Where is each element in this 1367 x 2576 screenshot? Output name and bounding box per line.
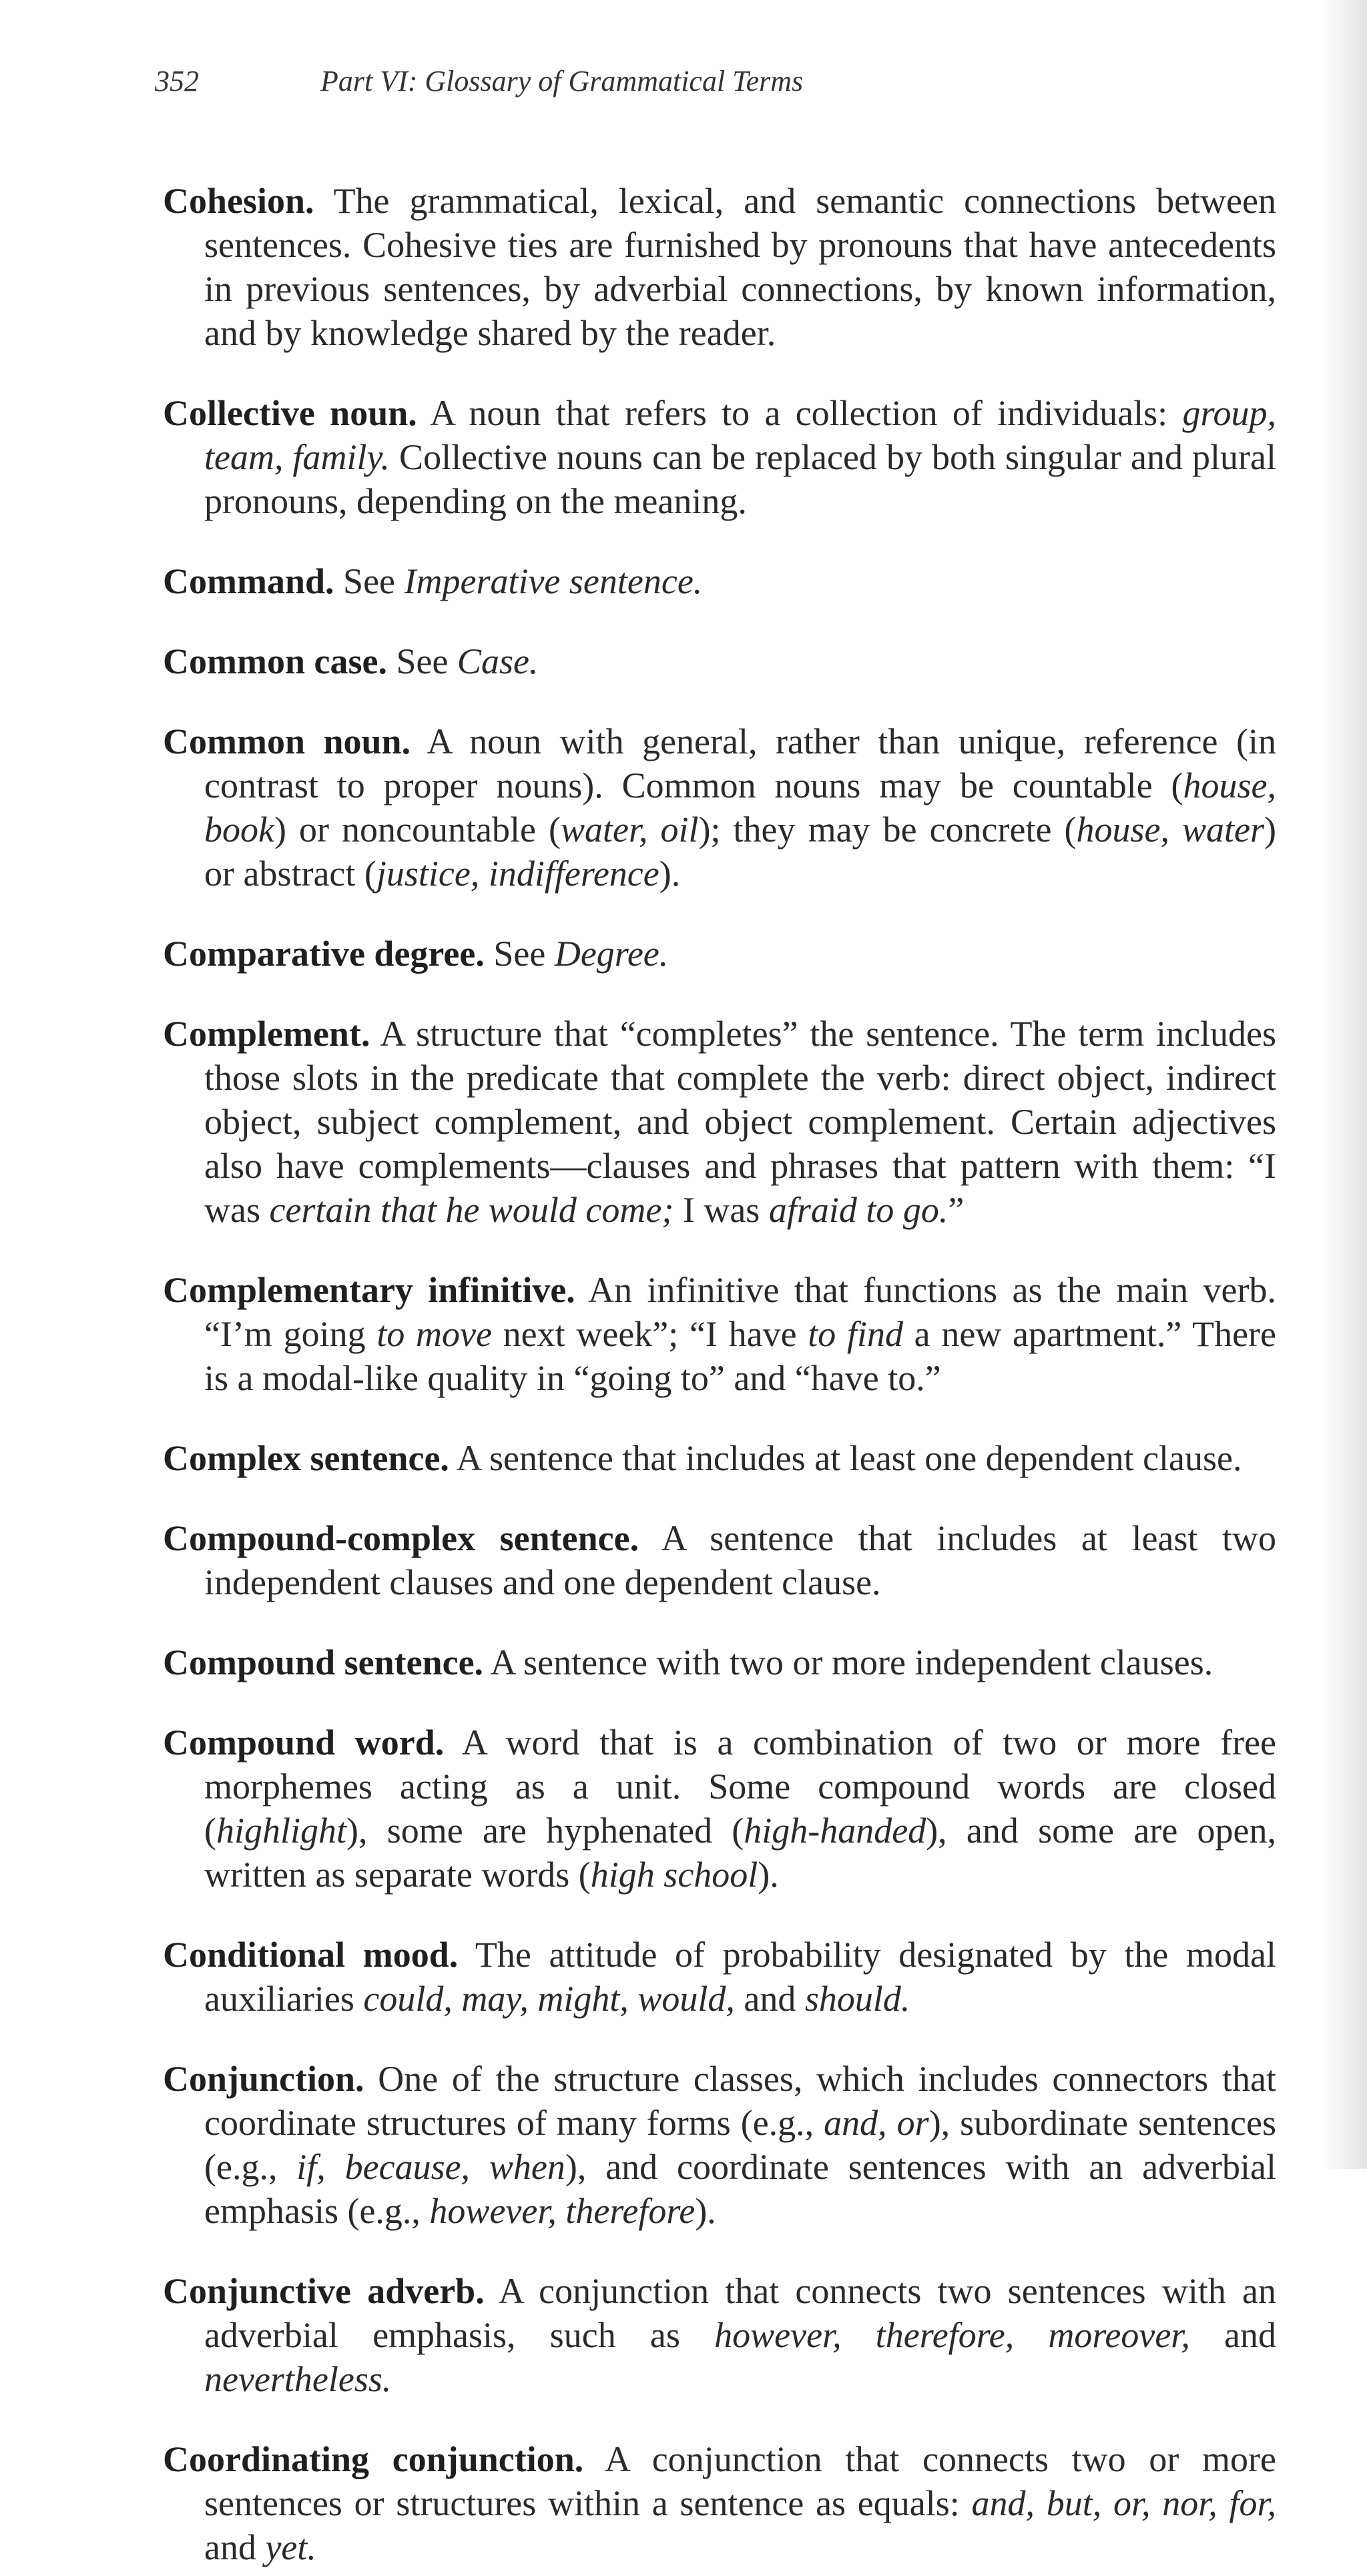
- definition-text: ); they may be concrete (: [698, 810, 1077, 850]
- italic-example: high-handed: [744, 1811, 926, 1851]
- definition-text: ), some are hyphenated (: [346, 1811, 744, 1851]
- italic-example: could, may, might, would,: [363, 1979, 735, 2019]
- italic-example: and, or: [824, 2103, 929, 2143]
- glossary-entry: [163, 2437, 1276, 2569]
- glossary-term: Conditional mood.: [163, 1935, 459, 1975]
- definition-text: A word that is a combination of two or more free morphemes acting as a unit. Some compound words are closed (: [204, 1722, 1276, 1851]
- glossary-entry: [163, 559, 1276, 603]
- page-edge-shadow: [1320, 0, 1367, 2169]
- glossary-term: Collective noun.: [163, 393, 417, 433]
- italic-example: afraid to go.: [768, 1190, 948, 1230]
- definition-text: A conjunction that connects two sentences with an adverbial emphasis, such as: [204, 2271, 1276, 2355]
- definition-text: ), and coordinate sentences with an adverbial emphasis (e.g.,: [204, 2147, 1277, 2231]
- definition-text: a new apartment.” There is a modal-like quality in “going to” and “have to.”: [204, 1314, 1276, 1398]
- glossary-entry: [163, 391, 1276, 523]
- glossary-entry: [163, 2269, 1276, 2401]
- glossary-entry: [163, 1720, 1276, 1897]
- italic-example: however, therefore: [429, 2191, 696, 2231]
- glossary-entry: [163, 2057, 1276, 2233]
- glossary-term: Complementary infinitive.: [163, 1270, 575, 1310]
- definition-text: I was: [673, 1190, 769, 1230]
- definition-text: See: [386, 641, 457, 681]
- glossary-term: Compound-complex sentence.: [163, 1518, 639, 1558]
- glossary-term: Command.: [163, 561, 334, 601]
- glossary-entry: [163, 1436, 1276, 1480]
- definition-text: A noun with general, rather than unique, reference (in contrast to proper nouns). Common nouns may be countable (: [204, 721, 1276, 806]
- definition-text: One of the structure classes, which includes connectors that coordinate structures of many forms (e.g.,: [204, 2059, 1276, 2143]
- definition-text: ) or abstract (: [204, 810, 1276, 894]
- italic-example: to find: [808, 1314, 903, 1354]
- glossary-term: Complex sentence.: [163, 1438, 449, 1478]
- definition-text: A sentence that includes at least two independent clauses and one dependent clause.: [204, 1518, 1276, 1602]
- definition-text: ), and some are open, written as separate words (: [204, 1811, 1276, 1895]
- glossary-term: Common noun.: [163, 721, 411, 761]
- glossary-term: Compound sentence.: [163, 1642, 484, 1682]
- italic-example: group, team, family.: [204, 393, 1276, 477]
- italic-example: justice, indifference: [376, 854, 659, 894]
- definition-text: See: [334, 561, 404, 601]
- italic-example: house, book: [204, 765, 1276, 850]
- running-title: Part VI: Glossary of Grammatical Terms: [320, 65, 804, 97]
- definition-text: ”: [948, 1190, 965, 1230]
- definition-text: ), subordinate sentences (e.g.,: [204, 2103, 1276, 2187]
- definition-text: and: [204, 2527, 266, 2567]
- italic-example: nevertheless.: [204, 2359, 392, 2399]
- glossary-term: Comparative degree.: [163, 934, 485, 974]
- italic-example: and, but, or, nor, for,: [971, 2483, 1277, 2523]
- definition-text: ).: [758, 1855, 779, 1895]
- glossary-term: Compound word.: [163, 1722, 445, 1762]
- glossary-term: Complement.: [163, 1014, 370, 1054]
- definition-text: The attitude of probability designated by the modal auxiliaries: [204, 1935, 1276, 2019]
- definition-text: A sentence that includes at least one dependent clause.: [449, 1438, 1242, 1478]
- glossary-entry: [163, 1933, 1276, 2021]
- glossary-term: Conjunctive adverb.: [163, 2271, 485, 2311]
- glossary-entry: [163, 719, 1276, 896]
- running-head: [155, 64, 1290, 98]
- italic-example: highlight: [216, 1811, 346, 1851]
- italic-example: Degree.: [554, 934, 669, 974]
- glossary-entry: [163, 639, 1276, 683]
- italic-example: certain that he would come;: [269, 1190, 674, 1230]
- glossary-entry: [163, 1012, 1276, 1232]
- glossary-term: Cohesion.: [163, 181, 314, 221]
- italic-example: if, because, when: [296, 2147, 565, 2187]
- definition-text: and: [1189, 2315, 1277, 2355]
- glossary-term: Common case.: [163, 641, 387, 681]
- italic-example: should.: [804, 1979, 910, 2019]
- definition-text: next week”; “I have: [491, 1314, 808, 1354]
- definition-text: An infinitive that functions as the main verb. “I’m going: [204, 1270, 1276, 1354]
- definition-text: See: [484, 934, 555, 974]
- page-number: 352: [155, 65, 199, 97]
- glossary-entry: [163, 179, 1276, 355]
- definition-text: and: [734, 1979, 805, 2019]
- italic-example: however, therefore, moreover,: [714, 2315, 1190, 2355]
- italic-example: water, oil: [560, 810, 699, 850]
- definition-text: ).: [659, 854, 681, 894]
- glossary-entry: [163, 1268, 1276, 1400]
- glossary-list: [163, 143, 1276, 2576]
- italic-example: Case.: [457, 641, 539, 681]
- definition-text: A noun that refers to a collection of individuals:: [417, 393, 1183, 433]
- glossary-entry: [163, 1516, 1276, 1604]
- definition-text: Collective nouns can be replaced by both singular and plural pronouns, depending on the meaning.: [204, 437, 1277, 521]
- definition-text: A conjunction that connects two or more sentences or structures within a sentence as equals:: [204, 2439, 1276, 2523]
- glossary-entry: [163, 932, 1276, 976]
- glossary-term: Coordinating conjunction.: [163, 2439, 584, 2479]
- italic-example: to move: [376, 1314, 492, 1354]
- glossary-entry: [163, 1640, 1276, 1684]
- glossary-term: Conjunction.: [163, 2059, 364, 2099]
- italic-example: high school: [590, 1855, 758, 1895]
- italic-example: Imperative sentence.: [404, 561, 703, 601]
- definition-text: The grammatical, lexical, and semantic connections between sentences. Cohesive ties are furnished by pronouns that have antecedents in previous sentences, by adverbial connections, by known information, and by knowledge shared by the reader.: [204, 181, 1276, 353]
- definition-text: A sentence with two or more independent clauses.: [483, 1642, 1213, 1682]
- definition-text: ).: [695, 2191, 716, 2231]
- definition-text: A structure that “completes” the sentence. The term includes those slots in the predicate that complete the verb: direct object, indirect object, subject complement, and object complement. Certain adjectives also have complements—clauses and phrases that pattern with them: “I was: [204, 1014, 1276, 1230]
- italic-example: house, water: [1076, 810, 1265, 850]
- italic-example: yet.: [265, 2527, 316, 2567]
- definition-text: ) or noncountable (: [274, 810, 561, 850]
